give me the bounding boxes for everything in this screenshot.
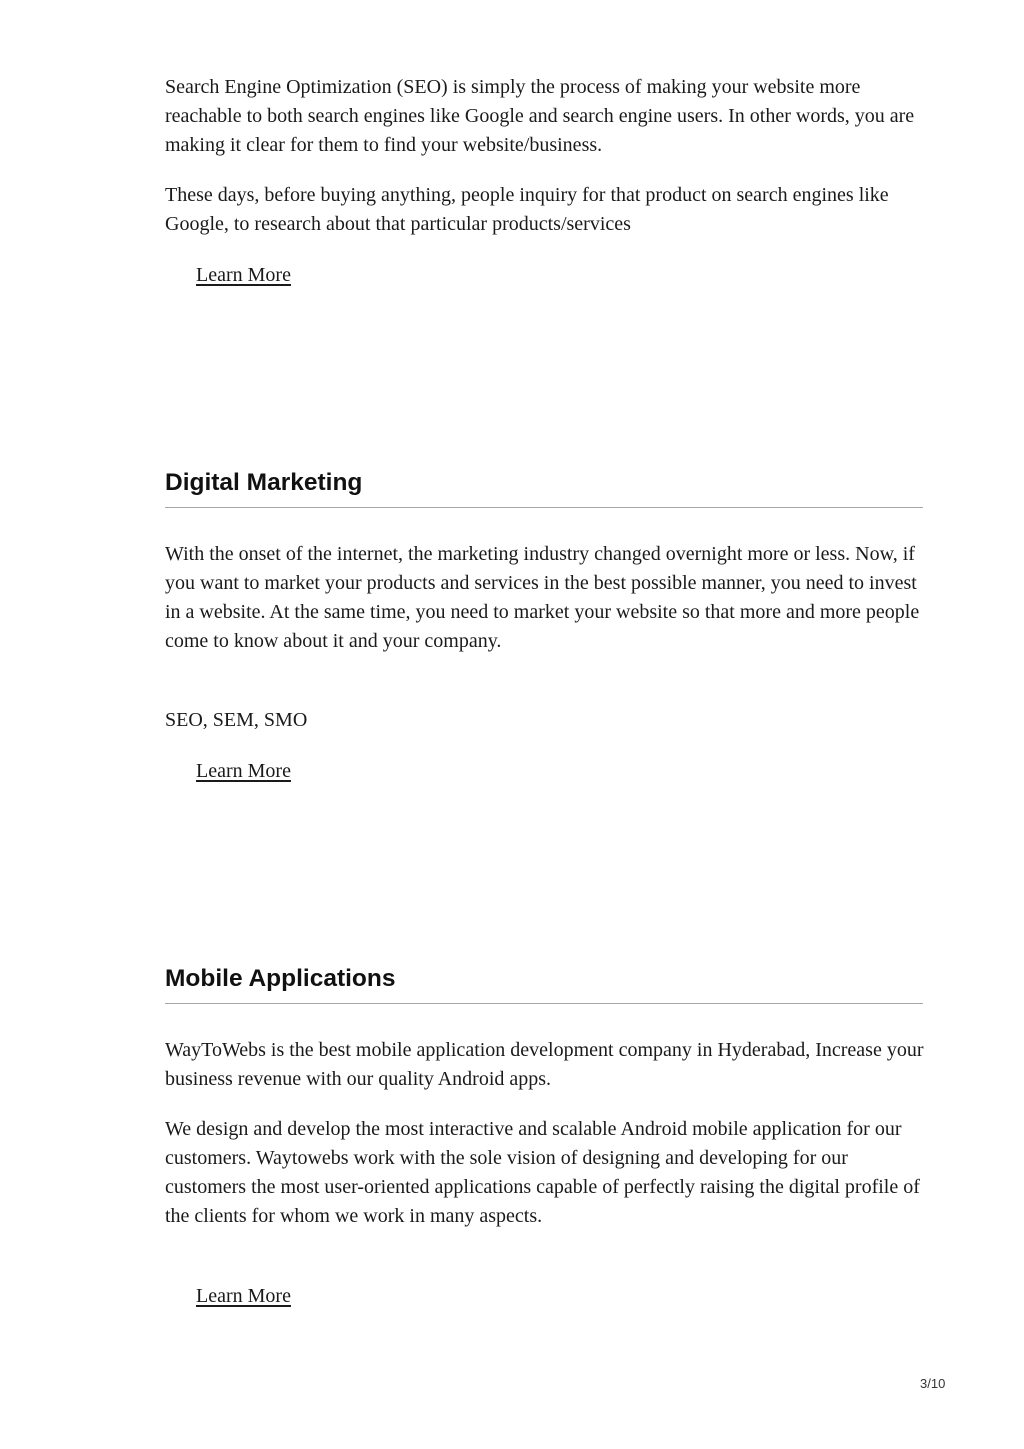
digital-marketing-heading: Digital Marketing (165, 469, 363, 496)
digital-marketing-paragraph-2: SEO, SEM, SMO (165, 709, 308, 731)
digital-marketing-paragraph-1: With the onset of the internet, the marketing industry changed overnight more or less. Now, if you want to market your products and services in the best possible manner, you need to invest in a website. At the same time, you need to market your website so that more and more people come to know about it and your company. (165, 543, 920, 652)
page-number: 3/10 (920, 1376, 946, 1391)
seo-learn-more-link[interactable]: Learn More (196, 264, 291, 286)
mobile-applications-divider (165, 1003, 923, 1004)
mobile-applications-paragraph-2: We design and develop the most interactive and scalable Android mobile application for our customers. Waytowebs work with the sole vision of designing and developing for our customers the most user-oriented applications capable of perfectly raising the digital profile of the clients for whom we work in many aspects. (165, 1118, 920, 1227)
seo-paragraph-1: Search Engine Optimization (SEO) is simply the process of making your website more reachable to both search engines like Google and search engine users. In other words, you are making it clear for them to find your website/business. (165, 76, 915, 156)
digital-marketing-learn-more-link[interactable]: Learn More (196, 760, 291, 782)
digital-marketing-divider (165, 507, 923, 508)
seo-paragraph-2: These days, before buying anything, people inquiry for that product on search engines like Google, to research about that particular products/services (165, 184, 889, 235)
mobile-applications-paragraph-1: WayToWebs is the best mobile application development company in Hyderabad, Increase your business revenue with our quality Android apps. (165, 1039, 924, 1090)
mobile-applications-heading: Mobile Applications (165, 965, 396, 992)
mobile-applications-learn-more-link[interactable]: Learn More (196, 1285, 291, 1307)
